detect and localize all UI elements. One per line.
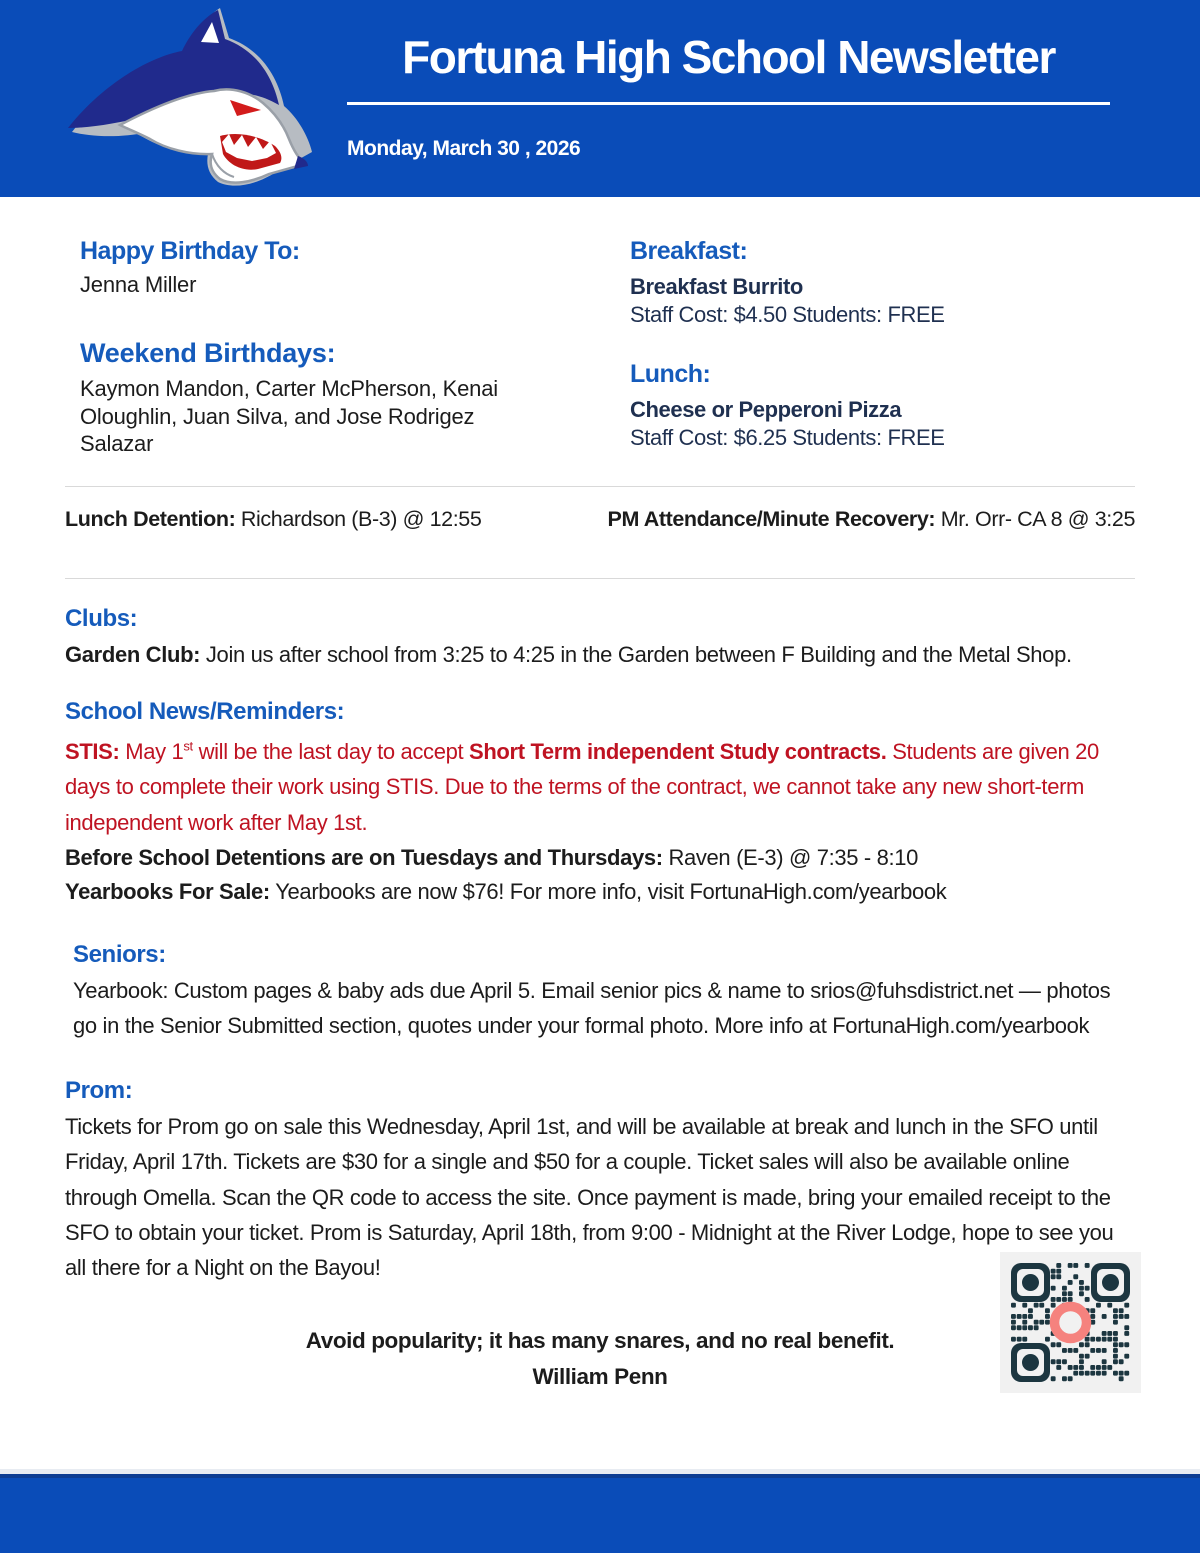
quote-author: William Penn: [532, 1364, 668, 1389]
clubs-heading: Clubs:: [65, 604, 138, 632]
breakfast-heading: Breakfast:: [630, 237, 748, 265]
pm-attendance: [608, 507, 1136, 532]
before-school-detentions: [65, 841, 1135, 875]
quote-block: [65, 1328, 1135, 1390]
breakfast-cost: Staff Cost: $4.50 Students: FREE: [630, 302, 945, 327]
garden-club-label: Garden Club:: [65, 641, 201, 667]
stis-text-post: Students are given 20 days to complete their work using STIS. Due to the terms of the contract, we cannot take any new short-term independent work after May 1st.: [65, 738, 1099, 835]
breakfast-item: Breakfast Burrito: [630, 274, 803, 299]
stis-label: STIS:: [65, 738, 120, 764]
lunch-heading: Lunch:: [630, 360, 711, 388]
newsletter-title: Fortuna High School Newsletter: [402, 31, 1055, 83]
lunch-detention: [65, 507, 481, 532]
prom-paragraph: Tickets for Prom go on sale this Wednesday, April 1st, and will be available at break and lunch in the SFO until Friday, April 17th. Tickets are $30 for a single and $50 for a couple. Ticket sales will also be available online through Omella. Scan the QR code to access the site. Once payment is made, bring your emailed receipt to the SFO to obtain your ticket. Prom is Saturday, April 18th, from 9:00 - Midnight at the River Lodge, hope to see you all there for a Night on the Bayou!: [65, 1114, 1114, 1280]
school-news-section: [65, 698, 1135, 909]
happy-birthday-heading: Happy Birthday To:: [80, 237, 300, 265]
seniors-paragraph: Yearbook: Custom pages & baby ads due April 5. Email senior pics & name to srios@fuhsdistrict.net — photos go in the Senior Submitted section, quotes under your formal photo. More info at FortunaHigh.com/yearbook: [73, 977, 1111, 1038]
lunch-cost: Staff Cost: $6.25 Students: FREE: [630, 425, 945, 450]
top-columns: [65, 237, 1135, 458]
footer-bar: [0, 1474, 1200, 1553]
prom-heading: Prom:: [65, 1077, 133, 1105]
prom-section: [65, 1077, 1135, 1285]
lunch-detention-label: Lunch Detention:: [65, 506, 236, 531]
garden-club-paragraph: [65, 637, 1135, 672]
header-banner: [0, 0, 1200, 197]
newsletter-date: Monday, March 30 , 2026: [347, 137, 581, 160]
garden-club-text: Join us after school from 3:25 to 4:25 in the Garden between F Building and the Metal Shop.: [200, 641, 1072, 667]
divider-bottom: [65, 578, 1135, 579]
birthdays-column: [65, 237, 630, 458]
stis-notice: [65, 734, 1135, 841]
detention-row: [65, 507, 1135, 532]
stis-text-mid: will be the last day to accept: [192, 738, 470, 764]
lunch-detention-value: Richardson (B-3) @ 12:55: [235, 506, 482, 531]
seniors-section: [65, 941, 1135, 1043]
menu-column: [630, 237, 1135, 458]
title-underline: [347, 102, 1110, 105]
stis-bold-text: Short Term independent Study contracts.: [469, 738, 887, 764]
stis-superscript: st: [183, 738, 193, 754]
pm-attendance-value: Mr. Orr- CA 8 @ 3:25: [935, 506, 1135, 531]
newsletter-body: [65, 197, 1135, 1285]
lunch-item: Cheese or Pepperoni Pizza: [630, 397, 902, 422]
school-news-heading: School News/Reminders:: [65, 697, 345, 725]
birthday-names: Jenna Miller: [80, 272, 197, 297]
before-school-label: Before School Detentions are on Tuesdays and Thursdays:: [65, 844, 663, 870]
header-text-block: [347, 0, 1110, 197]
wolf-mascot-logo-icon: [62, 6, 334, 192]
weekend-birthday-names: Kaymon Mandon, Carter McPherson, Kenai Oloughlin, Juan Silva, and Jose Rodrigez Salazar: [80, 376, 498, 456]
divider-top: [65, 486, 1135, 487]
seniors-heading: Seniors:: [73, 940, 166, 968]
weekend-birthdays-heading: Weekend Birthdays:: [80, 338, 336, 368]
yearbooks-text: Yearbooks are now $76! For more info, visit FortunaHigh.com/yearbook: [269, 878, 947, 904]
lunch-block: [630, 360, 1135, 451]
quote-text: Avoid popularity; it has many snares, and no real benefit.: [305, 1328, 895, 1353]
yearbooks-label: Yearbooks For Sale:: [65, 878, 270, 904]
stis-text-pre: May 1: [119, 738, 184, 764]
before-school-text: Raven (E-3) @ 7:35 - 8:10: [662, 844, 919, 870]
clubs-section: [65, 605, 1135, 672]
pm-attendance-label: PM Attendance/Minute Recovery:: [607, 506, 936, 531]
yearbooks-for-sale: [65, 875, 1135, 909]
